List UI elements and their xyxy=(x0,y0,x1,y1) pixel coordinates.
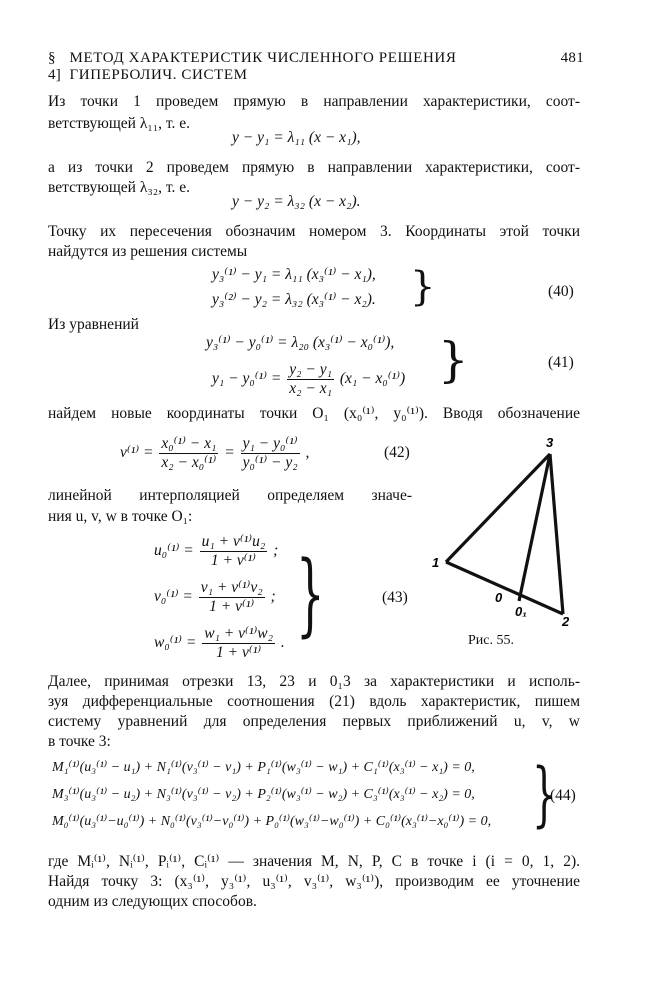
eq44-row1: M₁⁽¹⁾(u₃⁽¹⁾ − u₁) + N₁⁽¹⁾(v₃⁽¹⁾ − v₁) + P₁⁽¹⁾(w₃⁽¹⁾ − w₁) + C₁⁽¹⁾(x₃⁽¹⁾ − x₁) = 0, xyxy=(52,760,475,775)
figure-caption: Рис. 55. xyxy=(468,633,514,648)
para5-line1: линейной интерполяцией определяем значе- xyxy=(48,487,412,504)
segment-1-3 xyxy=(446,454,550,562)
eq43-row2-numerator: v₁ + ν⁽¹⁾v₂ xyxy=(200,578,263,596)
eq40-row1: y₃⁽¹⁾ − y₁ = λ₁₁ (x₃⁽¹⁾ − x₁), xyxy=(212,266,376,283)
para6-line4: в точке 3: xyxy=(48,733,111,750)
eq42-fraction-1 xyxy=(159,435,218,472)
eq40-brace: } xyxy=(410,264,436,310)
page-number: 481 xyxy=(560,50,584,66)
eq42-f1-denominator: x₂ − x₀⁽¹⁾ xyxy=(161,453,217,471)
eq41-brace: } xyxy=(438,332,469,388)
eq44-row2: M₃⁽¹⁾(u₃⁽¹⁾ − u₂) + N₃⁽¹⁾(v₃⁽¹⁾ − v₂) + P₂⁽¹⁾(w₃⁽¹⁾ − w₂) + C₃⁽¹⁾(x₃⁽¹⁾ − x₂) = 0, xyxy=(52,787,475,802)
running-title: МЕТОД ХАРАКТЕРИСТИК ЧИСЛЕННОГО РЕШЕНИЯ ГИПЕРБОЛИЧ. СИСТЕМ xyxy=(69,50,457,83)
eq43-row3-lhs: w₀⁽¹⁾ = xyxy=(154,634,197,651)
eq43-row1-tail: ; xyxy=(273,542,279,559)
eq43-row3-tail: . xyxy=(280,634,285,651)
para1-line2: ветствующей λ₁₁, т. е. xyxy=(48,115,191,132)
para7-line2: Найдя точку 3: (x₃⁽¹⁾, y₃⁽¹⁾, u₃⁽¹⁾, v₃⁽¹⁾, w₃⁽¹⁾), производим ее уточнение xyxy=(48,873,580,890)
eq43-row1 xyxy=(154,531,278,571)
eq43-row1-fraction xyxy=(200,533,268,570)
para7-line1: где Mᵢ⁽¹⁾, Nᵢ⁽¹⁾, Pᵢ⁽¹⁾, Cᵢ⁽¹⁾ — значения M, N, P, C в точке i (i = 0, 1, 2). xyxy=(48,853,580,870)
para1-line1: Из точки 1 проведем прямую в направлении характеристики, соот- xyxy=(48,93,580,110)
eq43-row3 xyxy=(154,623,285,663)
eq43-row1-denominator: 1 + ν⁽¹⁾ xyxy=(210,551,256,569)
section-number: § 4] xyxy=(48,50,62,83)
eq41-fraction-denominator: x₂ − x₁ xyxy=(289,379,332,397)
eq40-row2: y₃⁽²⁾ − y₂ = λ₃₂ (x₃⁽¹⁾ − x₂). xyxy=(212,291,376,308)
figure-label-2: 2 xyxy=(562,614,570,629)
eq44-brace: } xyxy=(532,753,557,835)
segment-01-3 xyxy=(519,454,550,601)
eq41-fraction-numerator: y₂ − y₁ xyxy=(289,360,332,378)
para2-line1: а из точки 2 проведем прямую в направлении характеристики, соот- xyxy=(48,159,580,176)
figure-label-1: 1 xyxy=(432,555,440,570)
eq44-row3: M₀⁽¹⁾(u₃⁽¹⁾−u₀⁽¹⁾) + N₀⁽¹⁾(v₃⁽¹⁾−v₀⁽¹⁾) + P₀⁽¹⁾(w₃⁽¹⁾−w₀⁽¹⁾) + C₀⁽¹⁾(x₃⁽¹⁾−x₀⁽¹⁾) = 0, xyxy=(52,814,492,829)
eq41-row1: y₃⁽¹⁾ − y₀⁽¹⁾ = λ₂₀ (x₃⁽¹⁾ − x₀⁽¹⁾), xyxy=(206,334,395,351)
eq42-number: (42) xyxy=(384,444,410,461)
para4-line: найдем новые координаты точки O₁ (x₀⁽¹⁾, y₀⁽¹⁾). Вводя обозначение xyxy=(48,405,580,422)
eq43-row3-denominator: 1 + ν⁽¹⁾ xyxy=(216,643,262,661)
figure-label-3: 3 xyxy=(546,435,554,450)
page-header xyxy=(48,50,584,84)
eq43-brace: } xyxy=(296,542,325,647)
eq43-row2-fraction xyxy=(199,579,265,616)
eq40-number: (40) xyxy=(548,283,574,300)
eq42-equals: = xyxy=(224,444,235,461)
segment-2-3 xyxy=(550,454,563,614)
eq42-fraction-2 xyxy=(241,435,300,472)
para3-line2: найдутся из решения системы xyxy=(48,243,248,260)
equation-line-2: y − y₂ = λ₃₂ (x − x₂). xyxy=(232,193,361,210)
from-equations-text: Из уравнений xyxy=(48,316,139,333)
para6-line1: Далее, принимая отрезки 13, 23 и 0₁3 за характеристики и исполь- xyxy=(48,673,580,690)
eq43-row1-lhs: u₀⁽¹⁾ = xyxy=(154,542,194,559)
eq42-f2-denominator: y₀⁽¹⁾ − y₂ xyxy=(242,453,298,471)
eq43-row1-numerator: u₁ + ν⁽¹⁾u₂ xyxy=(201,532,266,550)
eq41-row2 xyxy=(212,359,405,399)
figure-label-0: 0 xyxy=(495,590,503,605)
eq43-row3-numerator: w₁ + ν⁽¹⁾w₂ xyxy=(204,624,274,642)
figure-label-01: 0₁ xyxy=(515,604,527,619)
para2-line2: ветствующей λ₃₂, т. е. xyxy=(48,179,191,196)
eq44-number: (44) xyxy=(550,787,576,804)
figure-55-diagram xyxy=(420,430,590,630)
eq41-row2-left: y₁ − y₀⁽¹⁾ = xyxy=(212,370,282,387)
eq42 xyxy=(120,431,309,475)
eq43-row2 xyxy=(154,577,276,617)
eq43-number: (43) xyxy=(382,589,408,606)
eq41-number: (41) xyxy=(548,354,574,371)
para6-line3: систему уравнений для определения первых приближений u, v, w xyxy=(48,713,580,730)
eq43-row3-fraction xyxy=(202,625,275,662)
eq42-lhs: ν⁽¹⁾ = xyxy=(120,444,154,461)
eq42-f2-numerator: y₁ − y₀⁽¹⁾ xyxy=(242,434,298,452)
para3-line1: Точку их пересечения обозначим номером 3. Координаты этой точки xyxy=(48,223,580,240)
para7-line3: одним из следующих способов. xyxy=(48,893,257,910)
segment-1-2 xyxy=(446,562,563,614)
eq41-row2-right: (x₁ − x₀⁽¹⁾) xyxy=(339,370,406,387)
eq43-row2-denominator: 1 + ν⁽¹⁾ xyxy=(209,597,255,615)
equation-line-1: y − y₁ = λ₁₁ (x − x₁), xyxy=(232,129,361,146)
eq42-f1-numerator: x₀⁽¹⁾ − x₁ xyxy=(161,434,217,452)
eq43-row2-tail: ; xyxy=(270,588,276,605)
para5-line2: ния u, v, w в точке O₁: xyxy=(48,508,193,525)
eq42-tail: , xyxy=(305,444,310,461)
eq41-fraction xyxy=(287,361,334,398)
para6-line2: зуя дифференциальные соотношения (21) вдоль характеристик, пишем xyxy=(48,693,580,710)
eq43-row2-lhs: v₀⁽¹⁾ = xyxy=(154,588,193,605)
